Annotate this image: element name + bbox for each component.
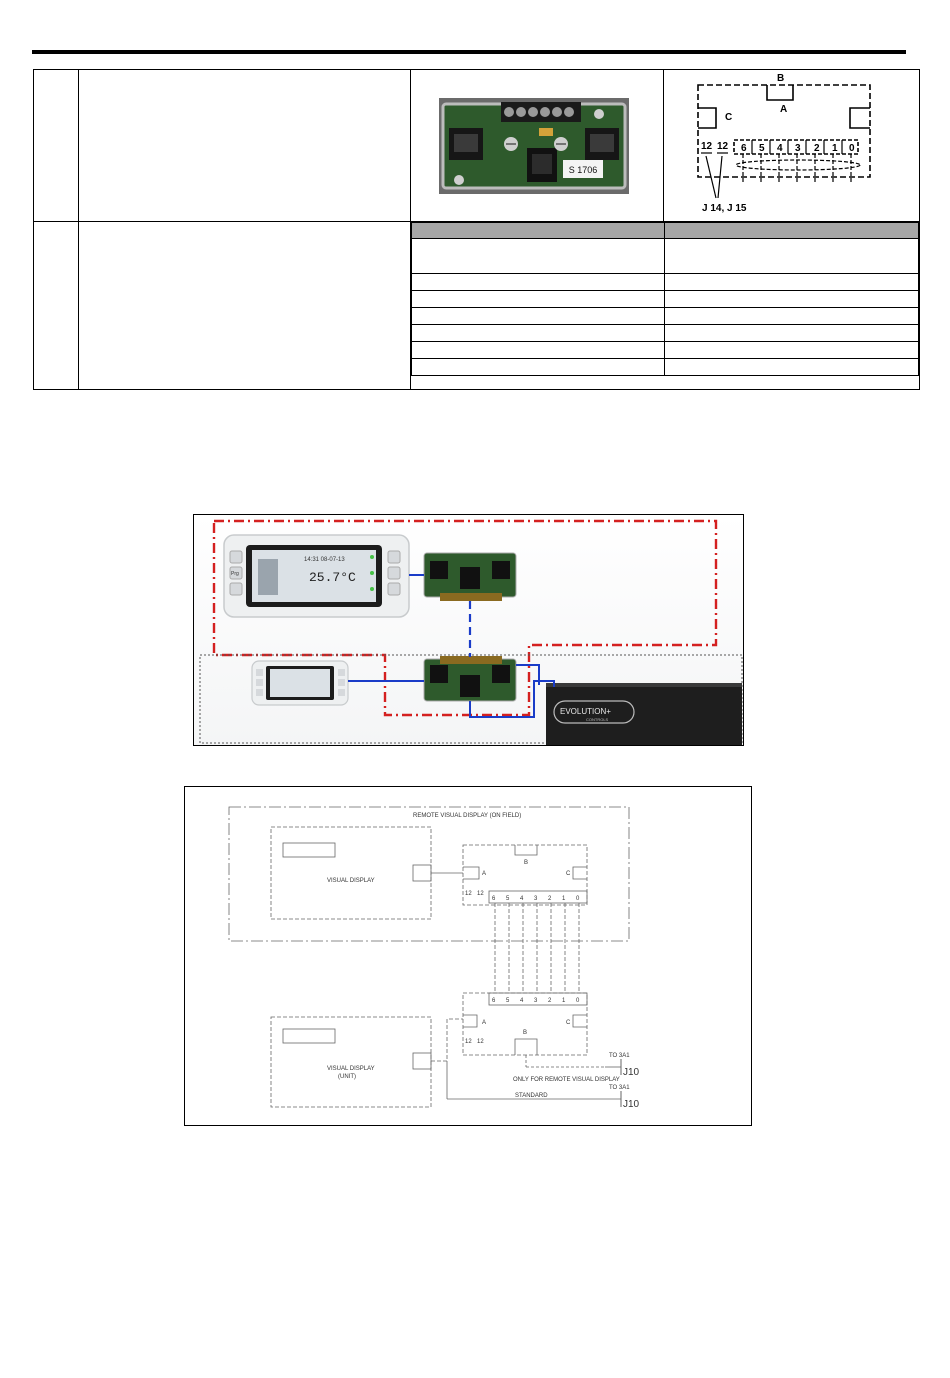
table-row (412, 291, 919, 308)
standard-note: STANDARD (515, 1093, 548, 1099)
bottom-pin-number: 2 (548, 998, 552, 1004)
table-row (412, 342, 919, 359)
j10-label: J10 (623, 1067, 640, 1078)
spec-subtable-cell (411, 222, 920, 390)
remote-title: REMOTE VISUAL DISPLAY (ON FIELD) (413, 813, 522, 819)
top-port-c: C (566, 871, 571, 877)
wiring-photo (194, 515, 744, 746)
connector-label-a: A (780, 104, 788, 115)
top-display-label: VISUAL DISPLAY (327, 878, 375, 884)
table-row (412, 274, 919, 291)
top-jumper-pin: 12 (465, 891, 472, 897)
header-rule (32, 50, 906, 54)
remote-display-terminal (224, 535, 409, 617)
table-row (412, 359, 919, 376)
prg-key-label: Prg (231, 571, 239, 577)
top-jumper-pin: 12 (477, 891, 484, 897)
bottom-pin-number: 1 (562, 998, 566, 1004)
bottom-pin-number: 3 (534, 998, 538, 1004)
jumper-label: J 14, J 15 (702, 203, 747, 214)
unit-interface-board (424, 656, 516, 701)
pin-label: 1 (832, 143, 838, 154)
pin-label: 0 (849, 143, 855, 154)
table-row (34, 222, 920, 390)
connector-diagram (664, 70, 919, 221)
wiring-schematic (185, 787, 753, 1127)
pin-label: 6 (741, 143, 747, 154)
row-number-cell (34, 222, 79, 390)
to-3a1-label: TO 3A1 (609, 1053, 630, 1059)
remote-only-note: ONLY FOR REMOTE VISUAL DISPLAY (513, 1077, 620, 1083)
display-temperature: 25.7°C (309, 570, 356, 585)
component-table (33, 69, 920, 390)
bottom-display-label: VISUAL DISPLAY (327, 1066, 375, 1072)
connector-diagram-cell (664, 70, 920, 222)
top-pin-number: 1 (562, 896, 566, 902)
board-label: S 1706 (568, 165, 598, 175)
bottom-port-b: B (523, 1030, 528, 1036)
to-3a1-label: TO 3A1 (609, 1085, 630, 1091)
j10-label: J10 (623, 1099, 640, 1110)
bottom-jumper-pin: 12 (477, 1039, 484, 1045)
display-time: 14:31 08-07-13 (304, 557, 345, 563)
pin-label: 3 (795, 143, 801, 154)
top-port-b: B (524, 860, 529, 866)
connector-label-c: C (725, 112, 733, 123)
bottom-pin-number: 0 (576, 998, 580, 1004)
table-row (412, 239, 919, 274)
controller-brand: EVOLUTION+ (560, 707, 611, 716)
table-header-row (412, 223, 919, 239)
pin-label: 5 (759, 143, 765, 154)
unit-display-terminal (252, 661, 348, 705)
pin-label: 12 (701, 141, 713, 152)
pin-label: 4 (777, 143, 783, 154)
bottom-pin-number: 6 (492, 998, 496, 1004)
description-cell (79, 70, 411, 222)
top-pin-number: 2 (548, 896, 552, 902)
top-pin-number: 3 (534, 896, 538, 902)
wiring-schematic-figure (184, 786, 752, 1126)
wiring-photo-figure (193, 514, 744, 746)
pin-label: 2 (814, 143, 820, 154)
spec-subtable (411, 222, 919, 376)
description-cell (79, 222, 411, 390)
table-row (412, 308, 919, 325)
bottom-port-a: A (482, 1020, 487, 1026)
top-pin-number: 0 (576, 896, 580, 902)
bottom-jumper-pin: 12 (465, 1039, 472, 1045)
top-pin-number: 4 (520, 896, 524, 902)
table-row (412, 325, 919, 342)
table-row (34, 70, 920, 222)
remote-interface-board (424, 553, 516, 601)
top-port-a: A (482, 871, 487, 877)
top-pin-number: 5 (506, 896, 510, 902)
pcb-board-photo (439, 98, 629, 194)
bottom-port-c: C (566, 1020, 571, 1026)
bottom-pin-number: 4 (520, 998, 524, 1004)
top-pin-number: 6 (492, 896, 496, 902)
photo-cell (411, 70, 664, 222)
controller-brand-sub: CONTROLS (586, 717, 609, 722)
evolution-controller (546, 683, 742, 745)
connector-label-b: B (777, 73, 785, 84)
pin-label: 12 (717, 141, 729, 152)
bottom-pin-number: 5 (506, 998, 510, 1004)
row-number-cell (34, 70, 79, 222)
bottom-display-sublabel: (UNIT) (338, 1074, 356, 1080)
pin-numbers (701, 141, 855, 154)
